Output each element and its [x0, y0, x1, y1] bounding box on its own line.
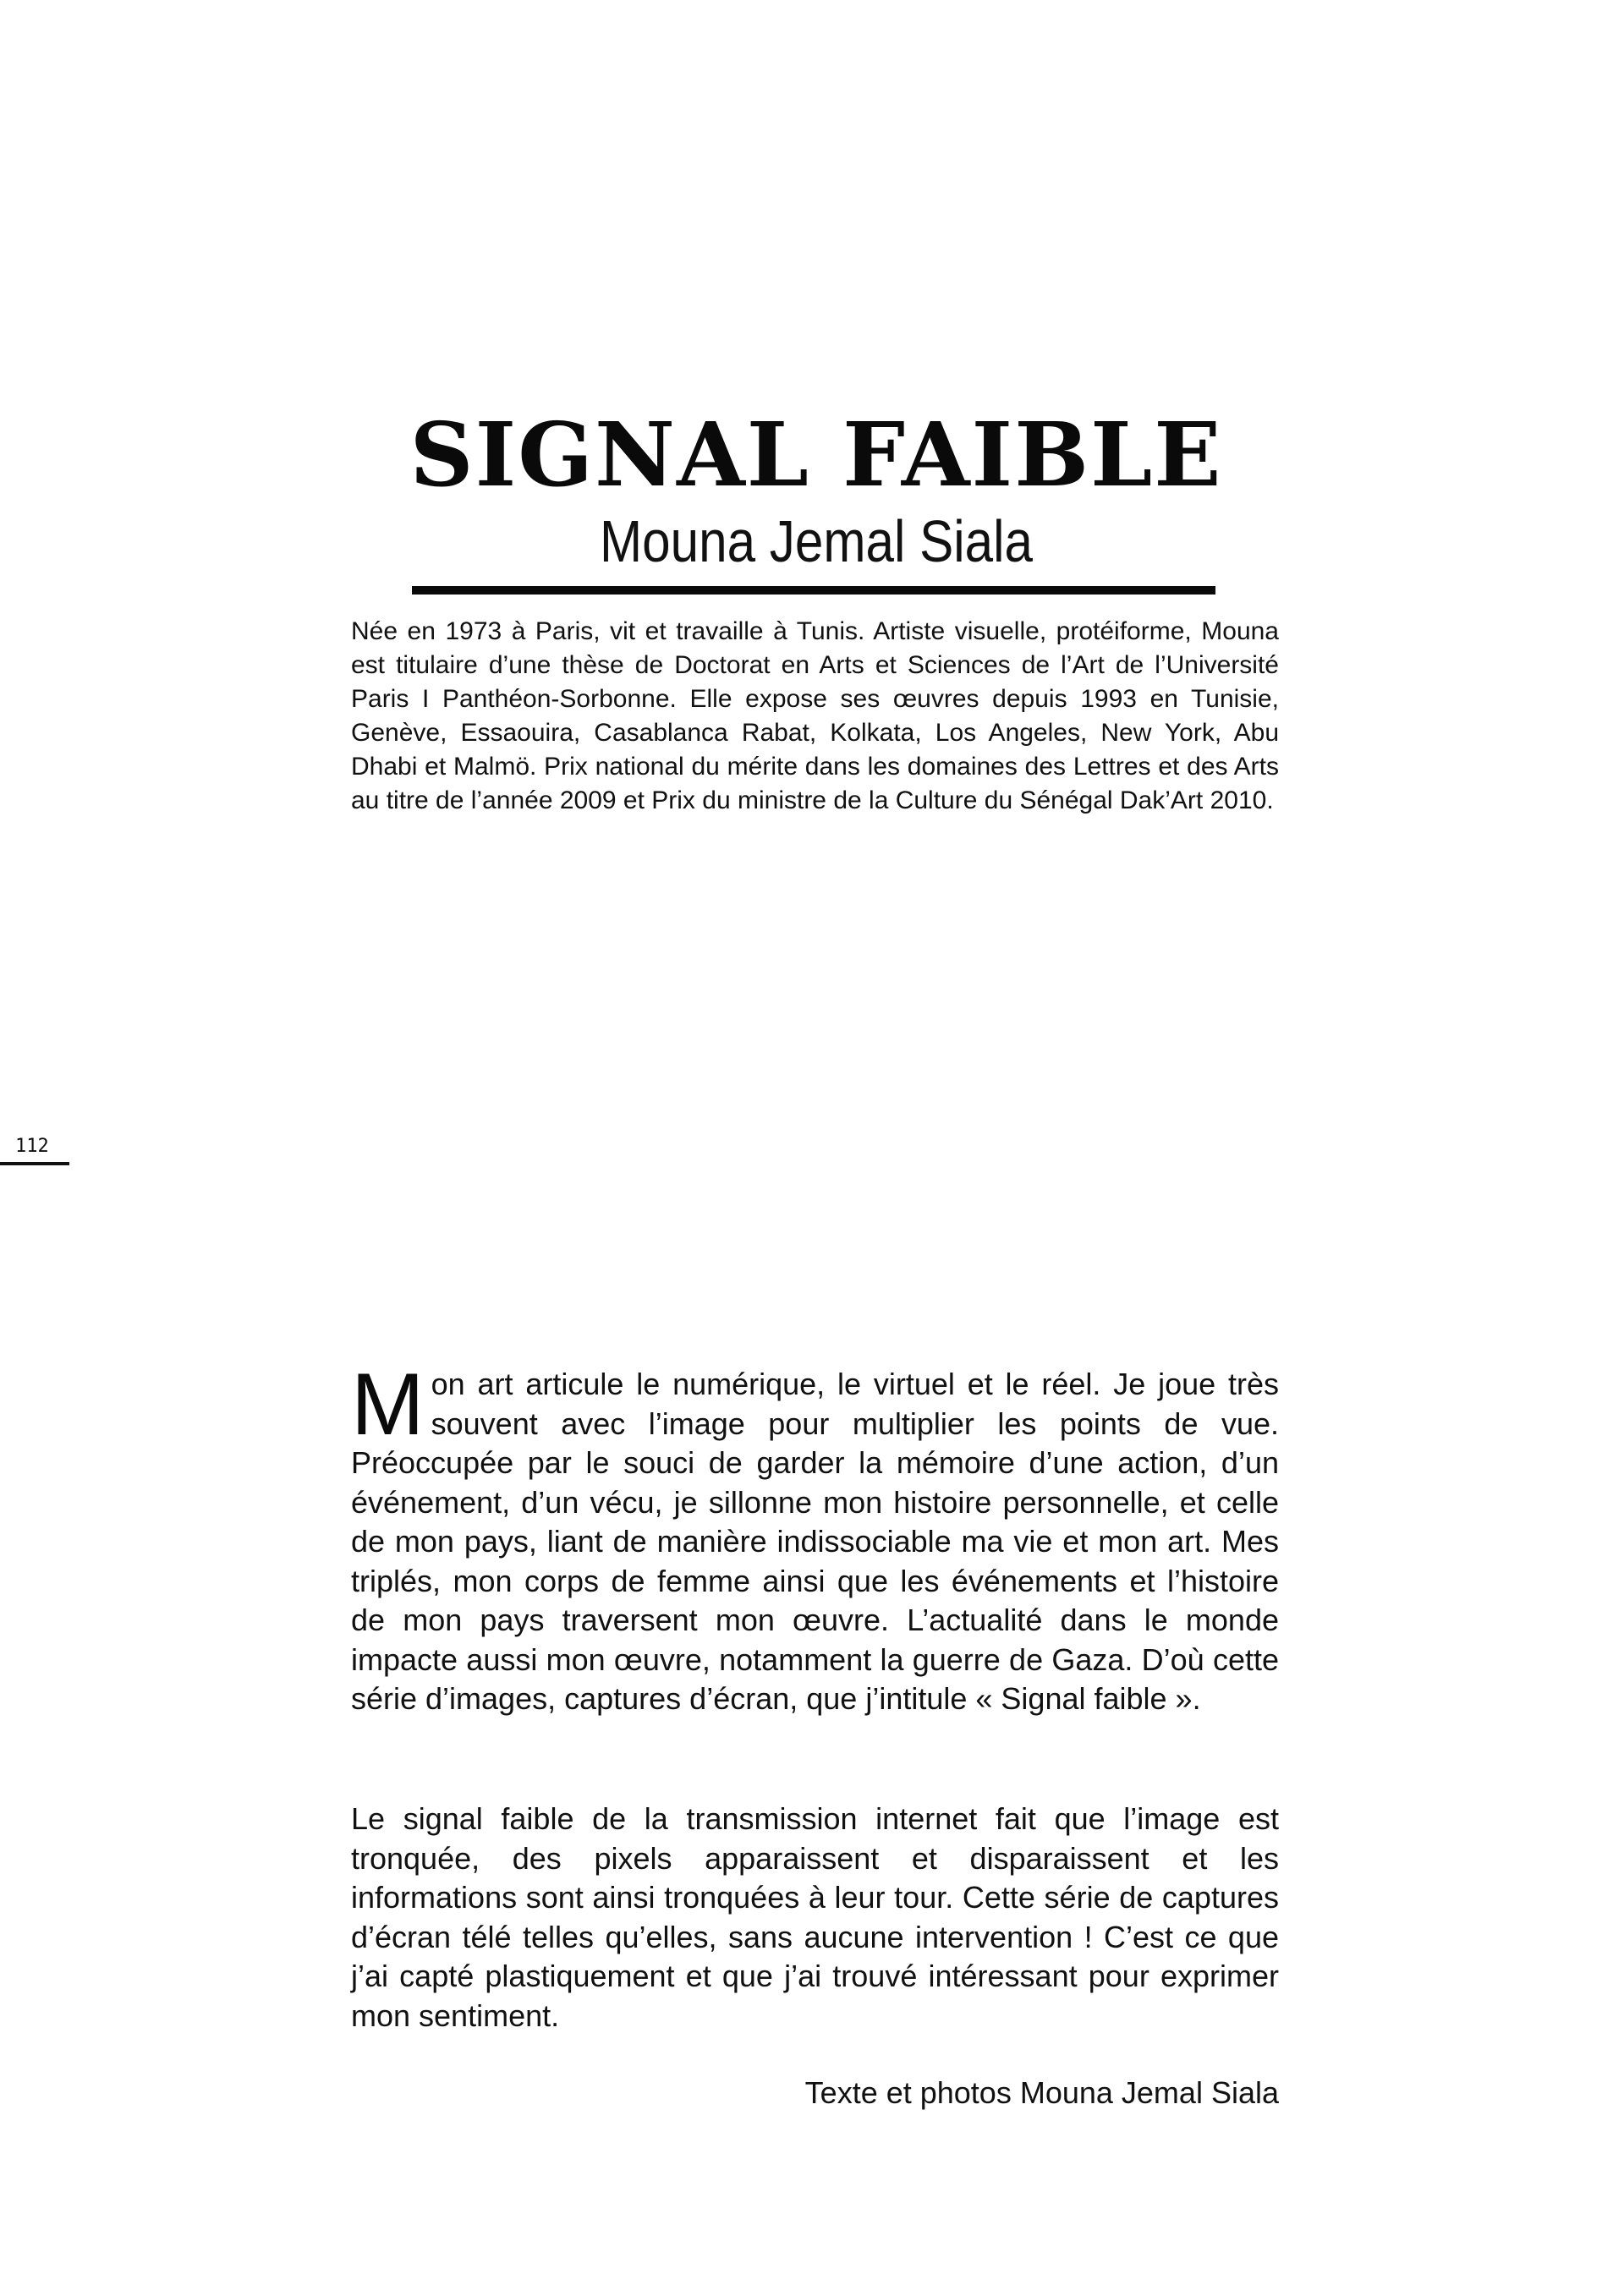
article-title: SIGNAL FAIBLE [409, 403, 1223, 507]
body-paragraph-1 [351, 1356, 1279, 1719]
body-paragraph-2: Le signal faible de la transmission internet fait que l’image est tronquée, des pixels apparaissent et disparaissent et les informations sont ainsi tronquées à leur tour. Cette série de captures d’écran télé telles qu’elles, sans aucune intervention ! C’est ce que j’ai capté plastiquement et que j’ai trouvé intéressant pour exprimer mon sentiment. [351, 1801, 1279, 2033]
body-paragraph-1-text: on art articule le numérique, le virtuel et le réel. Je joue très souvent avec l’image pour multiplier les points de vue. Préoccupée par le souci de garder la mémoire d’une action, d’un événement, d’un vécu, je sillonne mon histoire personnelle, et celle de mon pays, liant de manière indissociable ma vie et mon art. Mes triplés, mon corps de femme ainsi que les événements et l’histoire de mon pays traversent mon œuvre. L’actualité dans le monde impacte aussi mon œuvre, notamment la guerre de Gaza. D’où cette série d’images, captures d’écran, que j’intitule « Signal faible ». [351, 1367, 1279, 1716]
drop-cap: M [351, 1356, 425, 1454]
credit-signature: Texte et photos Mouna Jemal Siala [804, 2075, 1279, 2110]
author-bio: Née en 1973 à Paris, vit et travaille à Tunis. Artiste visuelle, protéiforme, Mouna est titulaire d’une thèse de Doctorat en Arts et Sciences de l’Art de l’Université Paris I Panthéon-Sorbonne. Elle expose ses œuvres depuis 1993 en Tunisie, Genève, Essaouira, Casablanca Rabat, Kolkata, Los Angeles, New York, Abu Dhabi et Malmö. Prix national du mérite dans les domaines des Lettres et des Arts au titre de l’année 2009 et Prix du ministre de la Culture du Sénégal Dak’Art 2010. [351, 617, 1279, 814]
author-name: Mouna Jemal Siala [600, 508, 1033, 574]
page-number-rule [0, 1162, 69, 1165]
title-divider [412, 586, 1215, 595]
page-number: 112 [15, 1136, 49, 1157]
